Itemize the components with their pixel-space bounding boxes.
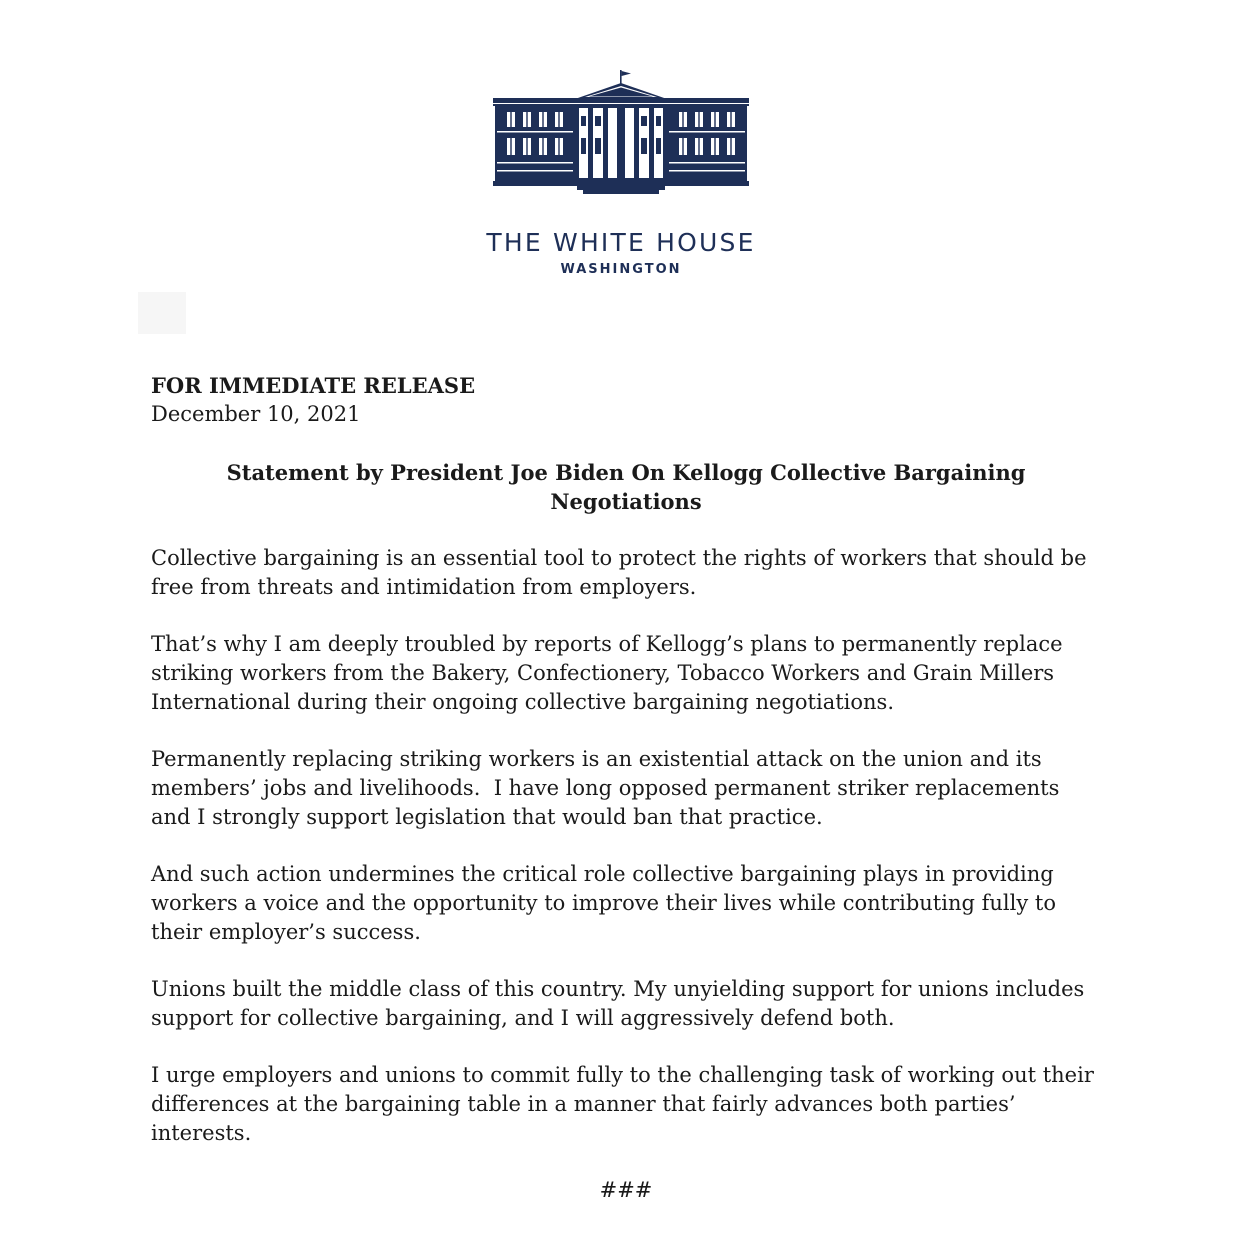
letterhead	[0, 70, 1242, 278]
paragraph: I urge employers and unions to commit fully to the challenging task of working out their differences at the bargaining table in a manner that fairly advances both parties’ interests.	[151, 1063, 1101, 1145]
paragraph: Permanently replacing striking workers is an existential attack on the union and its members’ jobs and livelihoods. I have long opposed permanent striker replacements and I strongly support legislation that would ban that practice.	[151, 747, 1067, 829]
white-house-building-icon	[493, 70, 749, 195]
paragraph: And such action undermines the critical role collective bargaining plays in providing workers a voice and the opportunity to improve their lives while contributing fully to their employer’s success.	[151, 862, 1063, 944]
faint-mark	[138, 292, 186, 334]
org-name: THE WHITE HOUSE	[486, 228, 756, 257]
paragraph: Collective bargaining is an essential tool to protect the rights of workers that should be free from threats and intimidation from employers.	[151, 546, 1094, 599]
release-label: FOR IMMEDIATE RELEASE	[151, 373, 476, 398]
release-date: December 10, 2021	[151, 402, 361, 426]
end-mark: ###	[599, 1178, 653, 1202]
statement-headline: Statement by President Joe Biden On Kellogg Collective Bargaining Negotiations	[226, 460, 1026, 514]
press-release-body	[151, 371, 1101, 1205]
org-location: WASHINGTON	[560, 262, 682, 277]
paragraph: That’s why I am deeply troubled by reports of Kellogg’s plans to permanently replace striking workers from the Bakery, Confectionery, Tobacco Workers and Grain Millers International during their ongoing collective bargaining negotiations.	[151, 632, 1070, 714]
paragraph: Unions built the middle class of this country. My unyielding support for unions includes support for collective bargaining, and I will aggressively defend both.	[151, 977, 1091, 1030]
